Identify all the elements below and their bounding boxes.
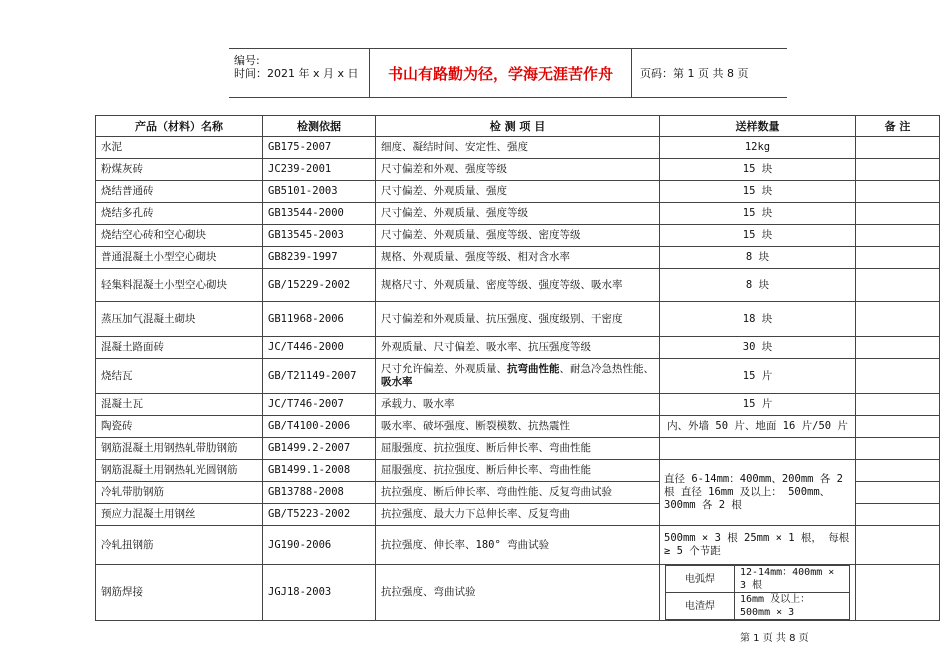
test-items: 承载力、吸水率 [376, 394, 660, 416]
test-items: 外观质量、尺寸偏差、吸水率、抗压强度等级 [376, 337, 660, 359]
table-row [96, 203, 940, 225]
table-row [96, 460, 940, 482]
test-standard: JC/T446-2000 [263, 337, 376, 359]
remarks [856, 460, 940, 482]
remarks [856, 504, 940, 526]
table-row [96, 137, 940, 159]
test-items: 尺寸偏差和外观质量、抗压强度、强度级别、干密度 [376, 302, 660, 337]
test-standard: GB5101-2003 [263, 181, 376, 203]
weld-type-arc: 电弧焊 [666, 566, 735, 593]
document-header [229, 48, 787, 98]
test-standard: GB13788-2008 [263, 482, 376, 504]
test-standard: GB/T21149-2007 [263, 359, 376, 394]
test-standard: GB/T4100-2006 [263, 416, 376, 438]
test-items: 尺寸偏差、外观质量、强度 [376, 181, 660, 203]
table-row [96, 247, 940, 269]
test-items [376, 359, 660, 394]
table-row [96, 359, 940, 394]
remarks [856, 181, 940, 203]
remarks [856, 337, 940, 359]
product-name: 冷轧带肋钢筋 [96, 482, 263, 504]
table-row [96, 181, 940, 203]
weld-type-electroslag: 电渣焊 [666, 593, 735, 620]
sample-qty: 500mm × 3 根 25mm × 1 根， 每根 ≥ 5 个节距 [660, 526, 856, 565]
sample-qty: 15 块 [660, 203, 856, 225]
page-footer: 第 1 页 共 8 页 [740, 633, 809, 644]
test-items-text: 、耐急冷急热性能、 [559, 363, 654, 375]
test-standard: GB/15229-2002 [263, 269, 376, 302]
table-header-row [96, 116, 940, 137]
test-items: 抗拉强度、伸长率、180° 弯曲试验 [376, 526, 660, 565]
remarks [856, 225, 940, 247]
test-items: 尺寸偏差和外观、强度等级 [376, 159, 660, 181]
rebar-sample-qty: 直径 6-14mm：400mm、200mm 各 2 根 直径 16mm 及以上： 500mm、300mm 各 2 根 [660, 460, 856, 526]
test-items: 规格尺寸、外观质量、密度等级、强度等级、吸水率 [376, 269, 660, 302]
table-row [96, 394, 940, 416]
product-name: 钢筋混凝土用钢热轧光圆钢筋 [96, 460, 263, 482]
product-name: 蒸压加气混凝土砌块 [96, 302, 263, 337]
column-header-remarks: 备 注 [856, 116, 940, 137]
test-standard: JC239-2001 [263, 159, 376, 181]
test-items-emphasis: 抗弯曲性能 [507, 363, 560, 375]
test-items: 尺寸偏差、外观质量、强度等级、密度等级 [376, 225, 660, 247]
sample-qty: 12kg [660, 137, 856, 159]
product-name: 烧结多孔砖 [96, 203, 263, 225]
product-name: 粉煤灰砖 [96, 159, 263, 181]
remarks [856, 359, 940, 394]
test-items: 规格、外观质量、强度等级、相对含水率 [376, 247, 660, 269]
remarks [856, 302, 940, 337]
test-items: 抗拉强度、最大力下总伸长率、反复弯曲 [376, 504, 660, 526]
product-name: 混凝土瓦 [96, 394, 263, 416]
remarks [856, 482, 940, 504]
test-standard: GB11968-2006 [263, 302, 376, 337]
sample-qty: 内、外墙 50 片、地面 16 片/50 片 [660, 416, 856, 438]
column-header-product: 产品（材料）名称 [96, 116, 263, 137]
remarks [856, 394, 940, 416]
test-items: 抗拉强度、弯曲试验 [376, 565, 660, 621]
test-items: 抗拉强度、断后伸长率、弯曲性能、反复弯曲试验 [376, 482, 660, 504]
remarks [856, 269, 940, 302]
sample-qty [660, 438, 856, 460]
inspection-table [95, 115, 940, 621]
test-standard: JG190-2006 [263, 526, 376, 565]
header-page-number: 页码：第 1 页 共 8 页 [640, 67, 749, 80]
column-header-standard: 检测依据 [263, 116, 376, 137]
sample-qty: 15 块 [660, 181, 856, 203]
remarks [856, 247, 940, 269]
table-row [96, 225, 940, 247]
weld-sample-qty [660, 565, 856, 621]
test-items: 吸水率、破坏强度、断裂模数、抗热震性 [376, 416, 660, 438]
column-header-sample-qty: 送样数量 [660, 116, 856, 137]
table-row [96, 159, 940, 181]
table-row [96, 416, 940, 438]
header-motto: 书山有路勤为径，学海无涯苦作舟 [387, 64, 613, 83]
remarks [856, 203, 940, 225]
test-standard: GB13545-2003 [263, 225, 376, 247]
test-items: 尺寸偏差、外观质量、强度等级 [376, 203, 660, 225]
sample-qty: 8 块 [660, 269, 856, 302]
product-name: 烧结普通砖 [96, 181, 263, 203]
test-standard: GB1499.1-2008 [263, 460, 376, 482]
remarks [856, 159, 940, 181]
remarks [856, 565, 940, 621]
table-row [96, 526, 940, 565]
product-name: 烧结瓦 [96, 359, 263, 394]
remarks [856, 438, 940, 460]
test-items: 屈服强度、抗拉强度、断后伸长率、弯曲性能 [376, 460, 660, 482]
remarks [856, 416, 940, 438]
test-items: 细度、凝结时间、安定性、强度 [376, 137, 660, 159]
product-name: 烧结空心砖和空心砌块 [96, 225, 263, 247]
test-standard: JGJ18-2003 [263, 565, 376, 621]
test-standard: GB175-2007 [263, 137, 376, 159]
test-standard: GB13544-2000 [263, 203, 376, 225]
weld-subtable [665, 565, 850, 620]
test-items: 屈服强度、抗拉强度、断后伸长率、弯曲性能 [376, 438, 660, 460]
test-standard: GB1499.2-2007 [263, 438, 376, 460]
remarks [856, 137, 940, 159]
weld-qty-line: 16mm 及以上： 500mm × 3 [735, 593, 850, 620]
sample-qty: 8 块 [660, 247, 856, 269]
table-row [96, 565, 940, 621]
test-standard: GB/T5223-2002 [263, 504, 376, 526]
sample-qty: 15 块 [660, 225, 856, 247]
sample-qty: 15 片 [660, 394, 856, 416]
table-row [96, 337, 940, 359]
table-row [96, 438, 940, 460]
test-standard: JC/T746-2007 [263, 394, 376, 416]
column-header-test-items: 检 测 项 目 [376, 116, 660, 137]
test-items-emphasis: 吸水率 [381, 376, 413, 388]
test-standard: GB8239-1997 [263, 247, 376, 269]
table-row [96, 269, 940, 302]
table-row [96, 302, 940, 337]
product-name: 轻集料混凝土小型空心砌块 [96, 269, 263, 302]
sample-qty: 18 块 [660, 302, 856, 337]
product-name: 水泥 [96, 137, 263, 159]
product-name: 预应力混凝土用钢丝 [96, 504, 263, 526]
sample-qty: 15 块 [660, 159, 856, 181]
product-name: 普通混凝土小型空心砌块 [96, 247, 263, 269]
sample-qty: 30 块 [660, 337, 856, 359]
product-name: 混凝土路面砖 [96, 337, 263, 359]
product-name: 钢筋焊接 [96, 565, 263, 621]
document-id-label: 编号: [234, 54, 260, 67]
remarks [856, 526, 940, 565]
test-items-text: 尺寸允许偏差、外观质量、 [381, 363, 507, 375]
product-name: 钢筋混凝土用钢热轧带肋钢筋 [96, 438, 263, 460]
document-date: 时间：2021 年 x 月 x 日 [234, 67, 359, 80]
product-name: 冷轧扭钢筋 [96, 526, 263, 565]
weld-qty-line: 12-14mm：400mm × 3 根 [735, 566, 850, 593]
product-name: 陶瓷砖 [96, 416, 263, 438]
sample-qty: 15 片 [660, 359, 856, 394]
